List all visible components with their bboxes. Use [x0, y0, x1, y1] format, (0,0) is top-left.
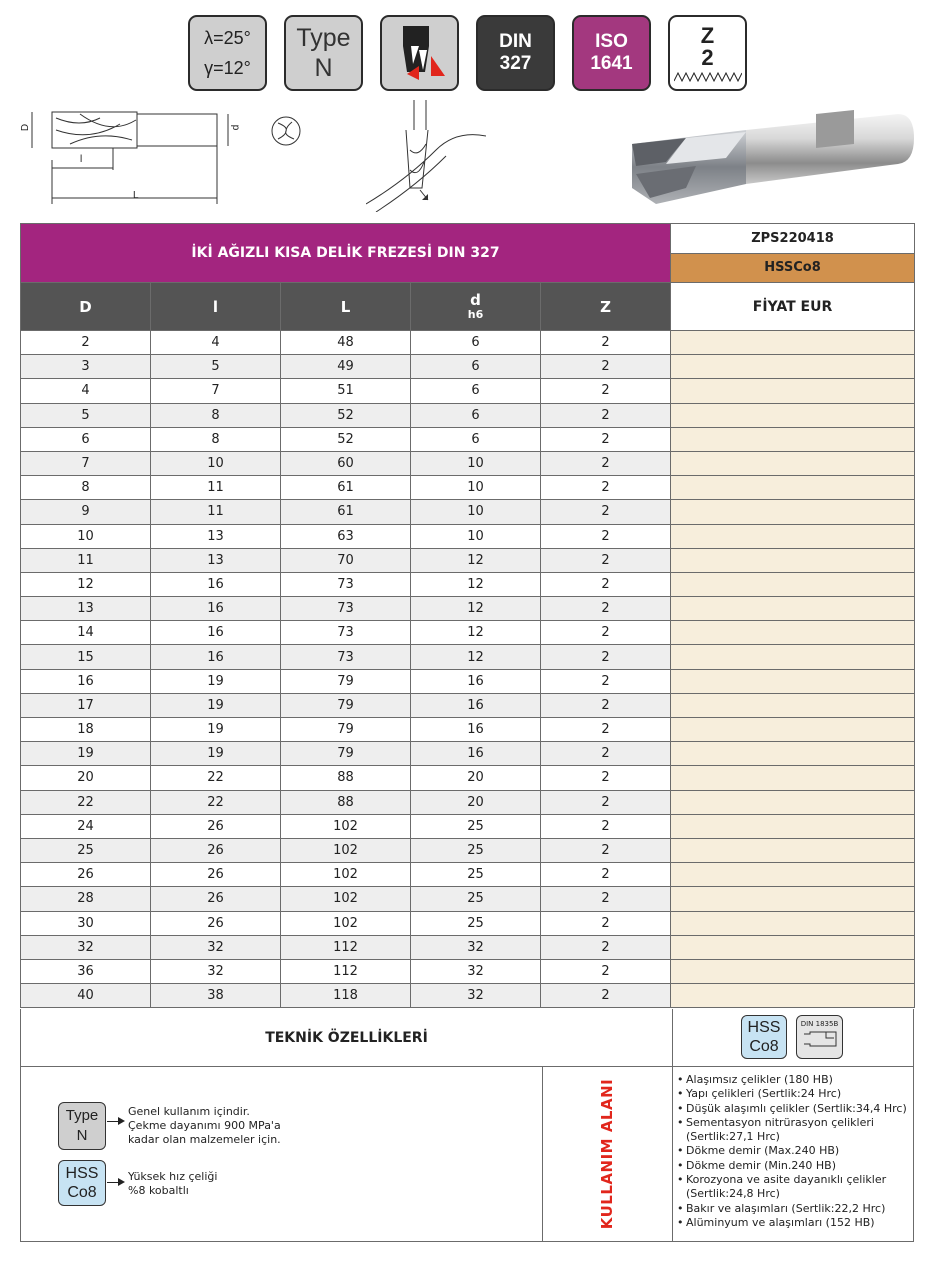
col-header-l: l [151, 283, 281, 331]
cell-D: 24 [21, 814, 151, 838]
table-row [21, 355, 915, 379]
cell-l: 26 [151, 838, 281, 862]
cell-D: 7 [21, 451, 151, 475]
cell-l: 26 [151, 863, 281, 887]
cell-Z: 2 [541, 621, 671, 645]
cell-L: 102 [281, 838, 411, 862]
cell-L: 73 [281, 621, 411, 645]
cell-L: 51 [281, 379, 411, 403]
cell-d: 6 [411, 355, 541, 379]
cell-l: 11 [151, 500, 281, 524]
cell-Z: 2 [541, 718, 671, 742]
cell-d: 25 [411, 887, 541, 911]
cell-L: 88 [281, 766, 411, 790]
cell-d: 25 [411, 911, 541, 935]
cell-price [671, 693, 915, 717]
table-row [21, 427, 915, 451]
cell-price [671, 790, 915, 814]
cell-Z: 2 [541, 524, 671, 548]
cell-d: 32 [411, 959, 541, 983]
cell-L: 102 [281, 887, 411, 911]
cell-Z: 2 [541, 911, 671, 935]
arrow-icon [107, 1182, 123, 1183]
cell-D: 2 [21, 331, 151, 355]
cell-Z: 2 [541, 790, 671, 814]
usage-item: • Dökme demir (Min.240 HB) [677, 1159, 913, 1173]
dim-label-d: d [230, 124, 242, 131]
cell-d: 12 [411, 621, 541, 645]
din-number: 327 [499, 53, 532, 74]
cell-l: 5 [151, 355, 281, 379]
dim-label-l: l [80, 154, 83, 165]
cell-Z: 2 [541, 838, 671, 862]
cell-L: 73 [281, 645, 411, 669]
table-row [21, 476, 915, 500]
material-label: HSSCo8 [671, 253, 915, 283]
cell-d: 10 [411, 524, 541, 548]
din-label: DIN [499, 31, 532, 52]
iso-label: ISO [595, 31, 628, 52]
cell-l: 16 [151, 597, 281, 621]
table-row [21, 548, 915, 572]
usage-item: • Sementasyon nitrürasyon çelikleri (Sertlik:27,1 Hrc) [677, 1116, 913, 1145]
cell-L: 79 [281, 693, 411, 717]
cell-d: 25 [411, 838, 541, 862]
cell-D: 28 [21, 887, 151, 911]
cell-d: 12 [411, 572, 541, 596]
usage-item: • Bakır ve alaşımları (Sertlik:22,2 Hrc) [677, 1202, 913, 1216]
cell-D: 14 [21, 621, 151, 645]
table-row [21, 403, 915, 427]
type-n-legend-badge [58, 1102, 106, 1150]
cell-d: 6 [411, 427, 541, 451]
cell-l: 19 [151, 718, 281, 742]
cell-l: 32 [151, 959, 281, 983]
type-n-description [128, 1105, 281, 1147]
usage-item: • Alaşımsız çelikler (180 HB) [677, 1073, 913, 1087]
table-row [21, 742, 915, 766]
type-label: Type [296, 24, 351, 52]
cell-l: 11 [151, 476, 281, 500]
cell-l: 32 [151, 935, 281, 959]
angle-badge [188, 15, 267, 91]
cell-price [671, 742, 915, 766]
cell-price [671, 427, 915, 451]
hss-co8-icon-line2: Co8 [749, 1038, 779, 1055]
table-row [21, 838, 915, 862]
cell-d: 12 [411, 597, 541, 621]
cell-Z: 2 [541, 887, 671, 911]
cell-D: 22 [21, 790, 151, 814]
table-row [21, 790, 915, 814]
cell-price [671, 959, 915, 983]
cell-l: 19 [151, 742, 281, 766]
cell-price [671, 403, 915, 427]
usage-item: • Yapı çelikleri (Sertlik:24 Hrc) [677, 1087, 913, 1101]
cell-L: 61 [281, 476, 411, 500]
cell-d: 25 [411, 863, 541, 887]
cell-Z: 2 [541, 984, 671, 1008]
cell-D: 16 [21, 669, 151, 693]
cell-d: 25 [411, 814, 541, 838]
cell-Z: 2 [541, 331, 671, 355]
cell-L: 102 [281, 911, 411, 935]
cell-l: 22 [151, 766, 281, 790]
cell-Z: 2 [541, 693, 671, 717]
cutting-operation-icon [366, 100, 486, 212]
table-row [21, 911, 915, 935]
dim-label-L: L [133, 190, 139, 201]
type-n-desc-line3: kadar olan malzemeler için. [128, 1133, 281, 1146]
legend-panel [21, 1067, 543, 1241]
col-header-Z: Z [541, 283, 671, 331]
technical-specs-label: TEKNİK ÖZELLİKLERİ [21, 1009, 673, 1066]
cell-d: 6 [411, 379, 541, 403]
din-1835b-label: DIN 1835B [800, 1020, 839, 1028]
type-badge [284, 15, 363, 91]
cell-d: 12 [411, 645, 541, 669]
cell-l: 19 [151, 669, 281, 693]
cell-L: 60 [281, 451, 411, 475]
cell-L: 52 [281, 403, 411, 427]
din-1835b-icon [796, 1015, 843, 1059]
end-mill-photo [626, 108, 916, 206]
cell-Z: 2 [541, 548, 671, 572]
cell-Z: 2 [541, 935, 671, 959]
cell-D: 5 [21, 403, 151, 427]
cell-Z: 2 [541, 403, 671, 427]
z-label: Z [700, 23, 715, 48]
cell-D: 20 [21, 766, 151, 790]
cell-d: 16 [411, 693, 541, 717]
cell-Z: 2 [541, 379, 671, 403]
table-row [21, 451, 915, 475]
cell-l: 22 [151, 790, 281, 814]
hss-legend-line1: HSS [65, 1165, 99, 1182]
cell-d: 32 [411, 935, 541, 959]
col-header-price: FİYAT EUR [671, 283, 915, 331]
type-n-legend-line2: N [76, 1127, 88, 1144]
cell-Z: 2 [541, 863, 671, 887]
cell-price [671, 524, 915, 548]
usage-item: • Dökme demir (Max.240 HB) [677, 1144, 913, 1158]
col-header-L: L [281, 283, 411, 331]
cell-D: 26 [21, 863, 151, 887]
cell-L: 88 [281, 790, 411, 814]
cell-l: 26 [151, 911, 281, 935]
product-table [20, 223, 915, 1008]
usage-list [677, 1073, 913, 1230]
table-row [21, 669, 915, 693]
table-row [21, 718, 915, 742]
arrow-icon [107, 1121, 123, 1122]
cell-price [671, 766, 915, 790]
cell-D: 3 [21, 355, 151, 379]
cell-L: 79 [281, 669, 411, 693]
iso-badge [572, 15, 651, 91]
hss-desc-line2: %8 kobaltlı [128, 1184, 189, 1197]
cell-l: 8 [151, 403, 281, 427]
cell-price [671, 548, 915, 572]
cell-L: 48 [281, 331, 411, 355]
cell-l: 16 [151, 645, 281, 669]
cell-L: 79 [281, 718, 411, 742]
cell-d: 12 [411, 548, 541, 572]
cell-D: 13 [21, 597, 151, 621]
cell-l: 10 [151, 451, 281, 475]
z-value: 2 [701, 45, 714, 70]
type-n-desc-line2: Çekme dayanımı 900 MPa'a [128, 1119, 281, 1132]
cell-Z: 2 [541, 451, 671, 475]
cell-d: 10 [411, 500, 541, 524]
cell-l: 26 [151, 814, 281, 838]
cell-D: 12 [21, 572, 151, 596]
cell-d: 6 [411, 331, 541, 355]
cell-price [671, 645, 915, 669]
col-header-D: D [21, 283, 151, 331]
cell-price [671, 500, 915, 524]
cell-Z: 2 [541, 645, 671, 669]
cell-D: 40 [21, 984, 151, 1008]
cell-Z: 2 [541, 814, 671, 838]
usage-item: • Düşük alaşımlı çelikler (Sertlik:34,4 Hrc) [677, 1102, 913, 1116]
cell-Z: 2 [541, 766, 671, 790]
end-view-icon [266, 113, 306, 149]
cell-D: 9 [21, 500, 151, 524]
cell-d: 10 [411, 476, 541, 500]
table-row [21, 645, 915, 669]
cell-price [671, 669, 915, 693]
col-header-d-label: d [470, 291, 481, 309]
cell-price [671, 935, 915, 959]
cell-price [671, 355, 915, 379]
cell-D: 30 [21, 911, 151, 935]
cell-L: 49 [281, 355, 411, 379]
table-row [21, 331, 915, 355]
table-row [21, 693, 915, 717]
cell-L: 70 [281, 548, 411, 572]
table-row [21, 766, 915, 790]
table-row [21, 814, 915, 838]
hss-description [128, 1170, 217, 1198]
type-n-legend-line1: Type [65, 1107, 99, 1124]
table-title: İKİ AĞIZLI KISA DELİK FREZESİ DIN 327 [21, 224, 671, 283]
cell-Z: 2 [541, 742, 671, 766]
legend-and-usage-section [20, 1066, 914, 1242]
gamma-angle: γ=12° [204, 58, 251, 78]
cell-price [671, 838, 915, 862]
cell-l: 7 [151, 379, 281, 403]
cell-Z: 2 [541, 355, 671, 379]
table-row [21, 863, 915, 887]
dim-label-D: D [20, 123, 32, 132]
flute-count-badge [668, 15, 747, 91]
usage-area-label: KULLANIM ALANI [598, 1078, 616, 1230]
cell-D: 17 [21, 693, 151, 717]
din-badge [476, 15, 555, 91]
cell-D: 15 [21, 645, 151, 669]
cell-l: 8 [151, 427, 281, 451]
cell-d: 10 [411, 451, 541, 475]
table-row [21, 935, 915, 959]
cell-Z: 2 [541, 427, 671, 451]
col-header-d [411, 283, 541, 331]
table-body [21, 331, 915, 1008]
cell-L: 118 [281, 984, 411, 1008]
usage-item: • Alüminyum ve alaşımları (152 HB) [677, 1216, 913, 1230]
cell-d: 32 [411, 984, 541, 1008]
cell-price [671, 863, 915, 887]
cell-l: 4 [151, 331, 281, 355]
table-row [21, 984, 915, 1008]
cell-price [671, 597, 915, 621]
hss-desc-line1: Yüksek hız çeliği [128, 1170, 218, 1183]
cell-price [671, 476, 915, 500]
iso-number: 1641 [590, 53, 633, 74]
cell-L: 63 [281, 524, 411, 548]
cell-d: 20 [411, 766, 541, 790]
cell-Z: 2 [541, 500, 671, 524]
lambda-angle: λ=25° [204, 28, 251, 48]
table-row [21, 597, 915, 621]
usage-item: • Korozyona ve asite dayanıklı çelikler (Sertlik:24,8 Hrc) [677, 1173, 913, 1202]
cell-l: 13 [151, 548, 281, 572]
col-header-d-tolerance: h6 [467, 308, 484, 321]
cell-price [671, 814, 915, 838]
cell-D: 6 [21, 427, 151, 451]
cell-L: 102 [281, 814, 411, 838]
cell-price [671, 911, 915, 935]
hss-co8-legend-badge [58, 1160, 106, 1206]
cell-L: 79 [281, 742, 411, 766]
type-value: N [314, 54, 333, 82]
cell-price [671, 984, 915, 1008]
cell-d: 6 [411, 403, 541, 427]
cell-d: 16 [411, 718, 541, 742]
cell-D: 4 [21, 379, 151, 403]
cell-l: 16 [151, 572, 281, 596]
table-row [21, 887, 915, 911]
table-row [21, 379, 915, 403]
table-row [21, 524, 915, 548]
cell-D: 32 [21, 935, 151, 959]
cell-l: 26 [151, 887, 281, 911]
hss-co8-icon [741, 1015, 787, 1059]
cell-L: 73 [281, 572, 411, 596]
cell-Z: 2 [541, 572, 671, 596]
type-n-desc-line1: Genel kullanım içindir. [128, 1105, 250, 1118]
table-row [21, 500, 915, 524]
hss-co8-icon-line1: HSS [747, 1019, 781, 1036]
cell-D: 25 [21, 838, 151, 862]
cell-Z: 2 [541, 597, 671, 621]
usage-label-panel [542, 1067, 673, 1241]
cell-D: 36 [21, 959, 151, 983]
table-row [21, 572, 915, 596]
cell-D: 19 [21, 742, 151, 766]
cell-l: 13 [151, 524, 281, 548]
tool-dimension-drawing [20, 100, 260, 212]
cell-price [671, 379, 915, 403]
cell-D: 11 [21, 548, 151, 572]
cutting-direction-icon [380, 15, 459, 91]
cell-price [671, 887, 915, 911]
cell-D: 10 [21, 524, 151, 548]
product-code: ZPS220418 [671, 224, 915, 254]
cell-Z: 2 [541, 669, 671, 693]
cell-price [671, 718, 915, 742]
cell-Z: 2 [541, 476, 671, 500]
teeth-icon [674, 71, 742, 83]
hss-legend-line2: Co8 [67, 1184, 97, 1201]
cell-L: 61 [281, 500, 411, 524]
cell-Z: 2 [541, 959, 671, 983]
cell-L: 112 [281, 959, 411, 983]
cell-price [671, 451, 915, 475]
cell-L: 102 [281, 863, 411, 887]
cell-D: 18 [21, 718, 151, 742]
cell-l: 38 [151, 984, 281, 1008]
cell-price [671, 331, 915, 355]
cell-d: 16 [411, 742, 541, 766]
cell-L: 52 [281, 427, 411, 451]
cell-l: 19 [151, 693, 281, 717]
cell-L: 112 [281, 935, 411, 959]
cell-L: 73 [281, 597, 411, 621]
cell-d: 20 [411, 790, 541, 814]
table-row [21, 621, 915, 645]
cell-D: 8 [21, 476, 151, 500]
cell-l: 16 [151, 621, 281, 645]
cell-d: 16 [411, 669, 541, 693]
table-row [21, 959, 915, 983]
cell-price [671, 572, 915, 596]
cell-price [671, 621, 915, 645]
